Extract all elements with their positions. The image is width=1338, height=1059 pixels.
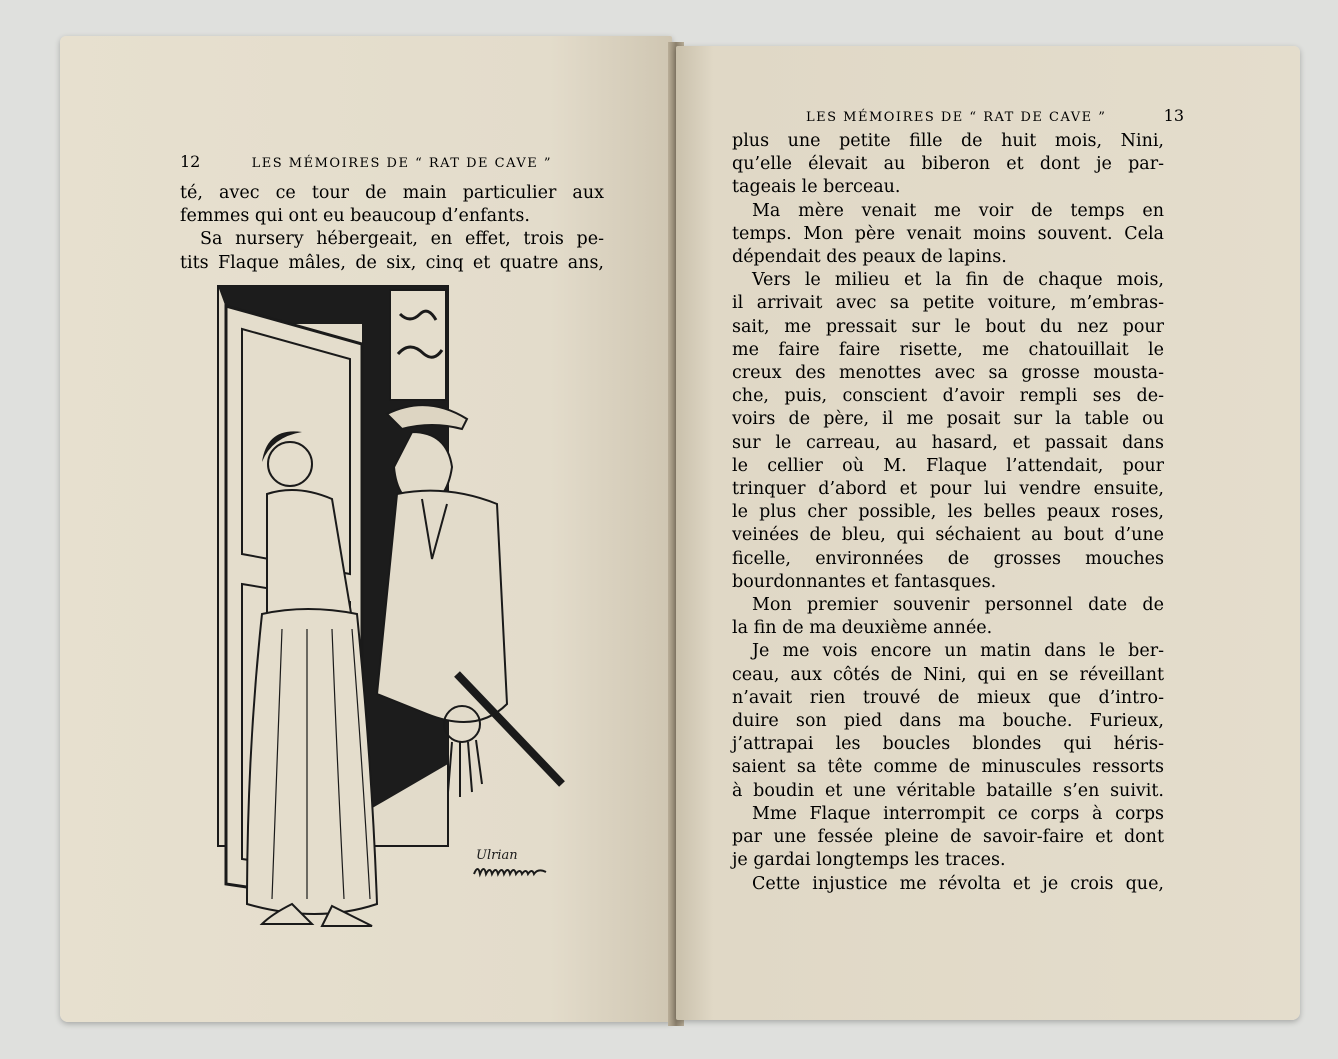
text-line: le cellier où M. Flaque l’attendait, pour <box>732 455 1164 476</box>
text-line: sait, me pressait sur le bout du nez pour <box>732 316 1164 337</box>
illustration-signature: Ulrian <box>476 848 518 863</box>
text-line: il arrivait avec sa petite voiture, m’embras- <box>732 293 1164 314</box>
text-line: Mon premier souvenir personnel date de <box>752 595 1164 616</box>
text-line: je gardai longtemps les traces. <box>732 850 1006 871</box>
text-line: té, avec ce tour de main particulier aux <box>180 183 604 203</box>
right-page-header <box>806 106 1184 125</box>
text-line: veinées de bleu, qui séchaient au bout d’une <box>732 525 1164 546</box>
text-line: femmes qui ont eu beaucoup d’enfants. <box>180 206 530 227</box>
text-line: tageais le berceau. <box>732 177 901 198</box>
running-head-right: LES MÉMOIRES DE “ RAT DE CAVE ” <box>806 110 1107 125</box>
text-line: à boudin et une véritable bataille s’en suivit. <box>732 780 1164 801</box>
text-line: trinquer d’abord et pour lui vendre ensuite, <box>732 479 1164 500</box>
text-line: Ma mère venait me voir de temps en <box>752 200 1164 221</box>
page-number-left: 12 <box>180 152 201 171</box>
text-line: creux des menottes avec sa grosse mousta- <box>732 363 1164 384</box>
illustration-woman-and-man-at-door <box>212 284 582 940</box>
text-line: Vers le milieu et la fin de chaque mois, <box>752 270 1164 291</box>
text-line: tits Flaque mâles, de six, cinq et quatre ans, <box>180 252 604 273</box>
text-line: par une fessée pleine de savoir-faire et dont <box>732 827 1164 848</box>
left-page-text <box>180 182 604 275</box>
text-line: ceau, aux côtés de Nini, qui en se réveillant <box>732 664 1164 685</box>
text-line: Sa nursery hébergeait, en effet, trois pe- <box>200 229 604 250</box>
text-line: duire son pied dans ma bouche. Furieux, <box>732 711 1164 732</box>
text-line: Je me vois encore un matin dans le ber- <box>752 641 1164 662</box>
text-line: la fin de ma deuxième année. <box>732 618 993 639</box>
text-line: ficelle, environnées de grosses mouches <box>732 548 1164 569</box>
text-line: dépendait des peaux de lapins. <box>732 247 1007 268</box>
running-head-left: LES MÉMOIRES DE “ RAT DE CAVE ” <box>251 156 553 171</box>
text-line: temps. Mon père venait moins souvent. Cela <box>732 223 1164 244</box>
text-line: saient sa tête comme de minuscules ressorts <box>732 757 1164 778</box>
text-line: plus une petite fille de huit mois, Nini, <box>732 131 1164 151</box>
text-line: j’attrapai les boucles blondes qui héris- <box>732 734 1164 755</box>
text-line: le plus cher possible, les belles peaux roses, <box>732 502 1164 523</box>
left-page-header <box>180 152 552 171</box>
text-line: bourdonnantes et fantasques. <box>732 571 997 592</box>
text-line: n’avait rien trouvé de mieux que d’intro- <box>732 687 1164 708</box>
right-page-text <box>732 130 1164 896</box>
text-line: me faire faire risette, me chatouillait le <box>732 339 1164 360</box>
text-line: Mme Flaque interrompit ce corps à corps <box>752 803 1164 824</box>
text-line: qu’elle élevait au biberon et dont je par- <box>732 154 1164 175</box>
text-line: che, puis, conscient d’avoir rempli ses de- <box>732 386 1164 407</box>
open-book <box>56 28 1306 1028</box>
text-line: voirs de père, il me posait sur la table ou <box>732 409 1164 430</box>
page-number-right: 13 <box>1163 106 1185 125</box>
text-line: Cette injustice me révolta et je crois que, <box>752 873 1164 894</box>
text-line: sur le carreau, au hasard, et passait dans <box>732 432 1164 453</box>
